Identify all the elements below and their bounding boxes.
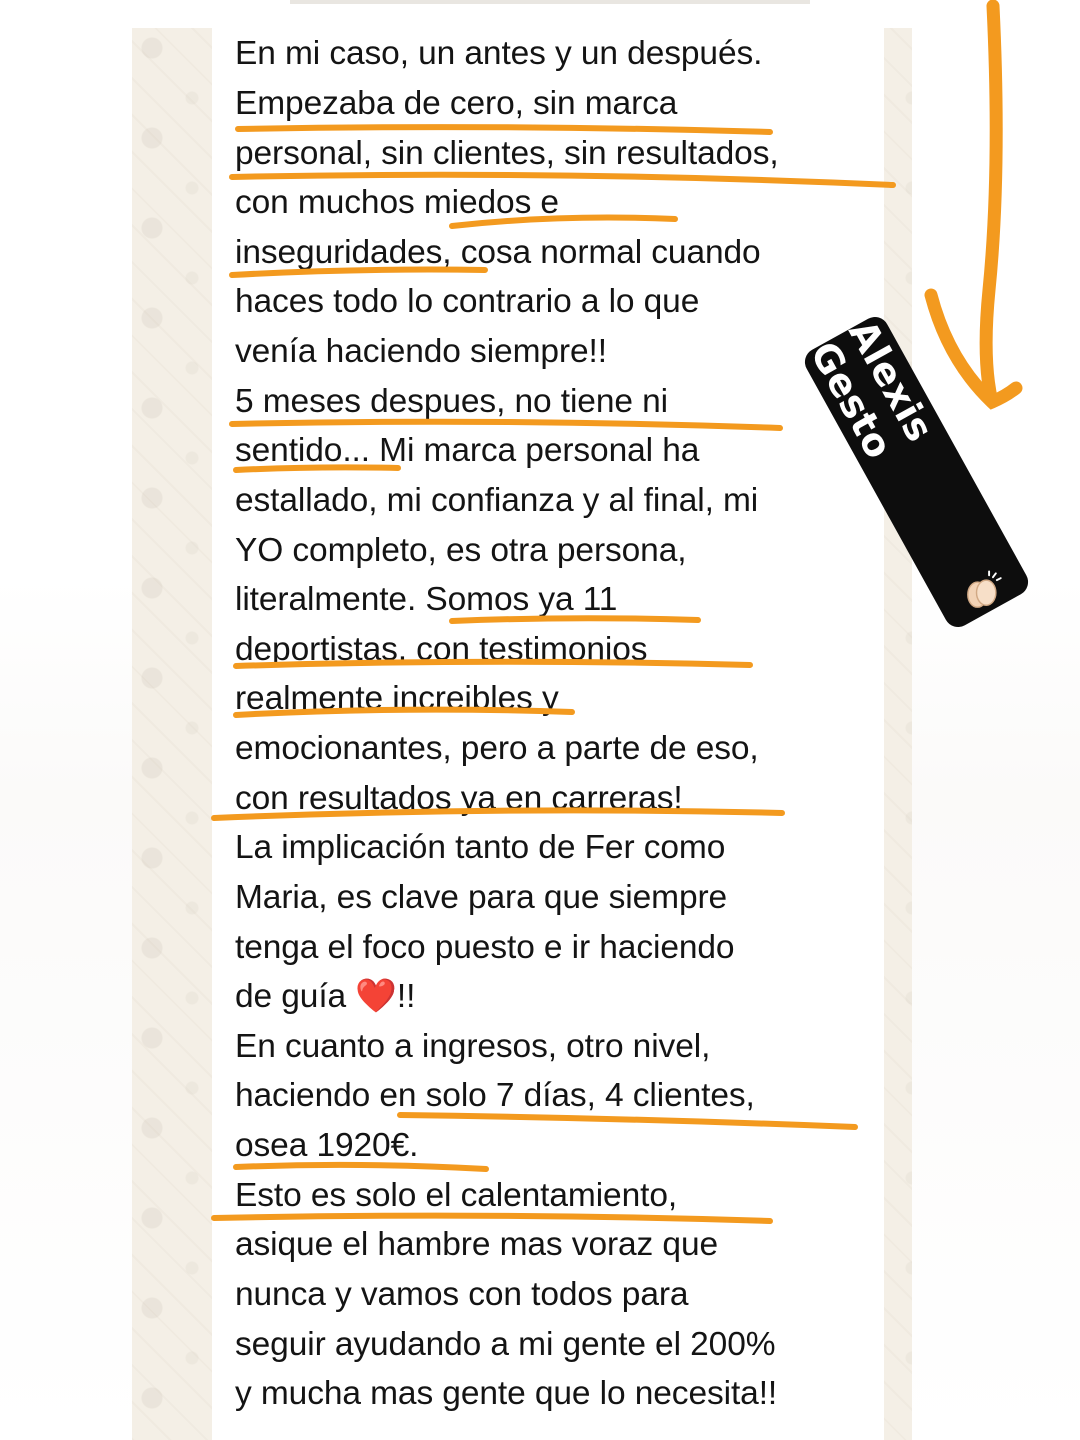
- message-line-5: inseguridades, cosa normal cuando: [235, 234, 761, 271]
- message-line-27: seguir ayudando a mi gente el 200%: [235, 1326, 776, 1363]
- message-line-25: asique el hambre mas voraz que: [235, 1226, 719, 1263]
- message-line-21: En cuanto a ingresos, otro nivel,: [235, 1028, 711, 1065]
- message-line-13: deportistas, con testimonios: [235, 631, 648, 668]
- message-line-7: venía haciendo siempre!!: [235, 333, 607, 370]
- message-line-15: emocionantes, pero a parte de eso,: [235, 730, 759, 767]
- message-line-4: con muchos miedos e: [235, 184, 559, 221]
- orange-arrow: [931, 6, 1016, 402]
- message-line-8: 5 meses despues, no tiene ni: [235, 383, 668, 420]
- message-line-23: osea 1920€.: [235, 1127, 419, 1164]
- message-line-3: personal, sin clientes, sin resultados,: [235, 135, 779, 172]
- message-line-6: haces todo lo contrario a lo que: [235, 283, 700, 320]
- message-line-16: con resultados ya en carreras!: [235, 780, 683, 817]
- message-line-19: tenga el foco puesto e ir haciendo: [235, 929, 735, 966]
- message-line-17: La implicación tanto de Fer como: [235, 829, 726, 866]
- message-line-28: y mucha mas gente que lo necesita!!: [235, 1375, 778, 1412]
- message-line-1: En mi caso, un antes y un después.: [235, 35, 763, 72]
- message-line-18: Maria, es clave para que siempre: [235, 879, 728, 916]
- clapping-hands-icon: [961, 569, 1004, 613]
- message-line-10: estallado, mi confianza y al final, mi: [235, 482, 759, 519]
- top-divider: [290, 0, 810, 4]
- message-line-22: haciendo en solo 7 días, 4 clientes,: [235, 1077, 755, 1114]
- badge-label: Alexis Gesto: [801, 312, 943, 467]
- message-line-12: literalmente. Somos ya 11: [235, 581, 618, 618]
- message-line-24: Esto es solo el calentamiento,: [235, 1177, 678, 1214]
- message-line-11: YO completo, es otra persona,: [235, 532, 687, 569]
- message-line-2: Empezaba de cero, sin marca: [235, 85, 678, 122]
- message-line-14: realmente increibles y: [235, 680, 559, 717]
- message-line-9: sentido... Mi marca personal ha: [235, 432, 700, 469]
- message-line-20: de guía ❤️!!: [235, 978, 416, 1015]
- message-line-26: nunca y vamos con todos para: [235, 1276, 689, 1313]
